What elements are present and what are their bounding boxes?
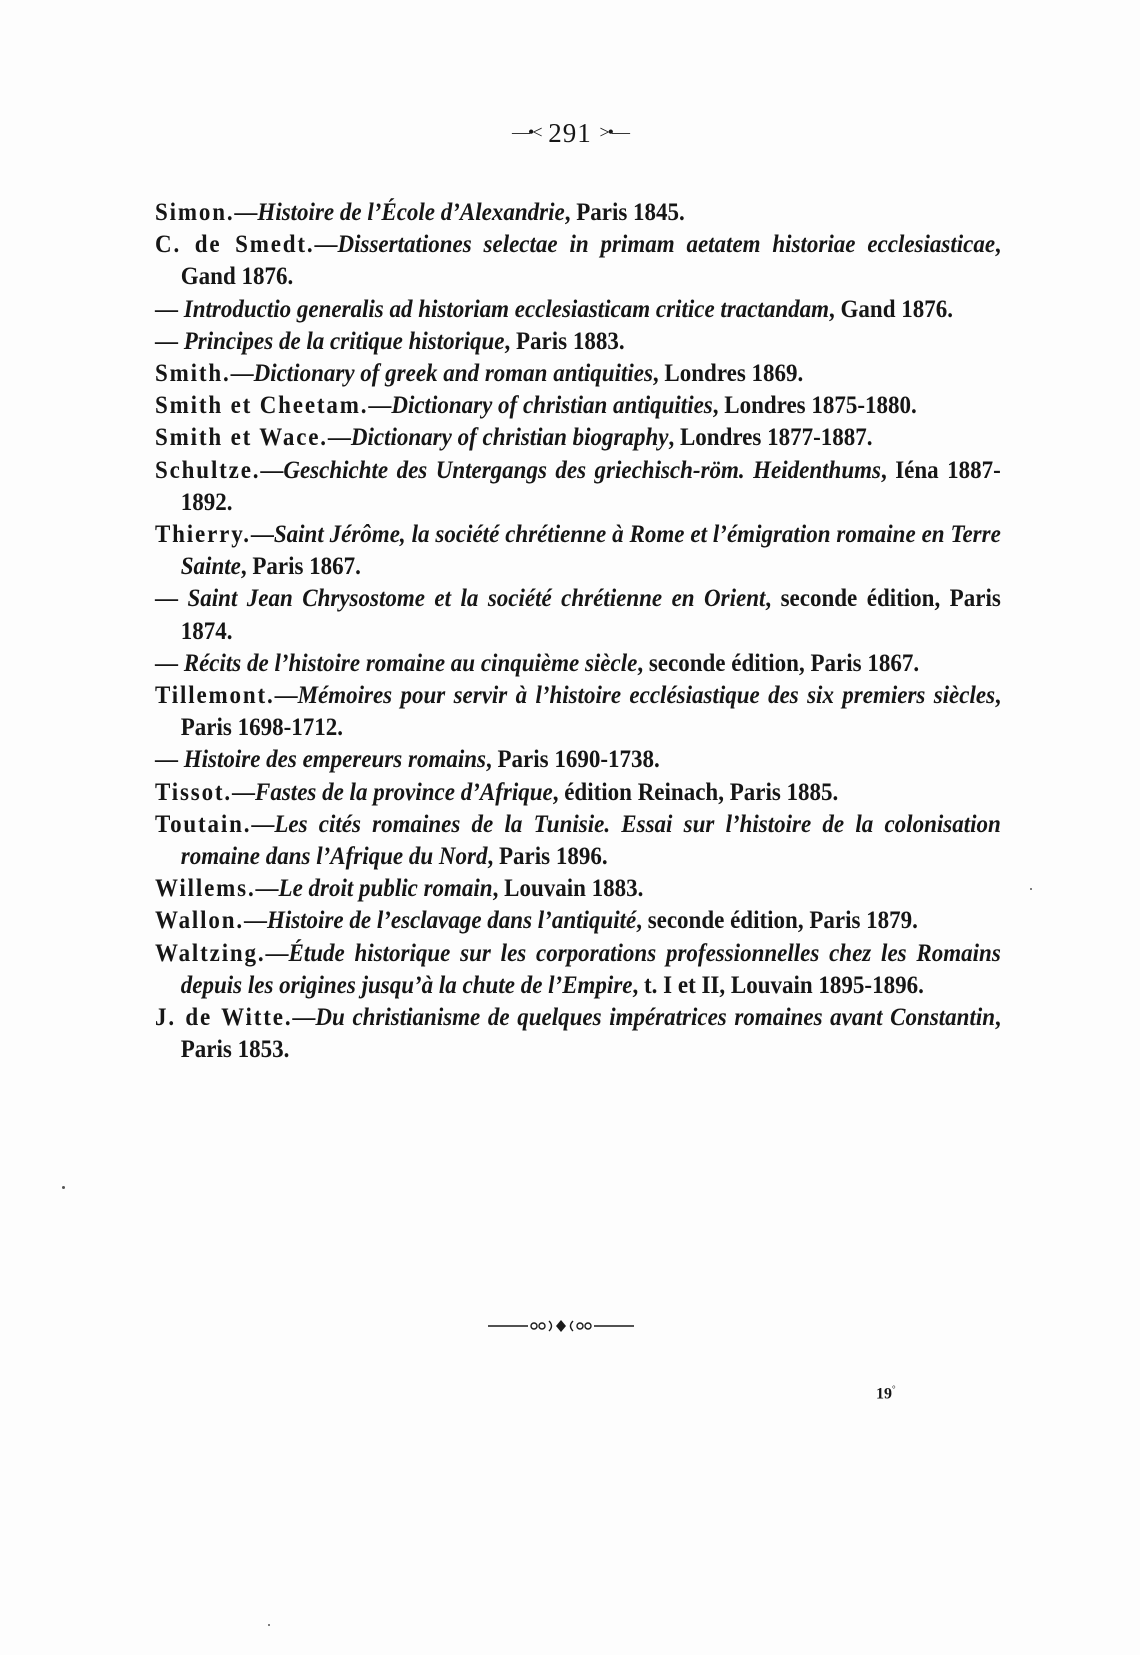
page-number: 291	[548, 118, 592, 148]
ornament-left: —•<	[512, 122, 541, 142]
bibliography-entry	[155, 744, 1001, 776]
entry-details: , édition Reinach, Paris 1885.	[552, 778, 839, 806]
entry-details: , Paris 1845.	[564, 199, 685, 226]
bibliography-entry: Willems.—Le droit public romain, Louvain 1883.	[155, 875, 644, 903]
entry-title: Mémoires pour servir à l’histoire ecclésiastique des six premiers siècles	[297, 682, 996, 710]
entry-details: , Gand 1876.	[180, 231, 1001, 291]
entry-author: Smith.	[155, 360, 231, 388]
entry-author-repeat: —	[155, 649, 184, 677]
entry-author-repeat: —	[155, 585, 188, 613]
entry-title: Saint Jean Chrysostome et la société chrétienne en Orient	[187, 585, 766, 613]
entry-title: Saint Jérôme, la société chrétienne à Rome et l’émigration romaine en Terre Sainte	[180, 521, 1001, 581]
entry-author: Thierry.	[155, 521, 251, 549]
bibliography-entry	[155, 326, 1001, 358]
bibliography-entry	[155, 583, 1001, 647]
entry-details: , Londres 1877-1887.	[668, 424, 873, 452]
bibliography-entry: C. de Smedt.—Dissertationes selectae in primam aetatem historiae ecclesiasticae, Gand 1876.	[155, 231, 1001, 291]
bibliography-entry: Toutain.—Les cités romaines de la Tunisie. Essai sur l’histoire de la colonisation romaine dans l’Afrique du Nord, Paris 1896.	[155, 810, 1001, 871]
page-number-header	[0, 118, 1140, 149]
entry-details: , Iéna 1887-1892.	[180, 456, 1001, 516]
entry-author: Tillemont.	[155, 682, 275, 710]
entry-author: Smith et Cheetam.	[155, 392, 369, 420]
entry-details: , Paris 1690-1738.	[485, 746, 660, 774]
entry-details: , t. I et II, Louvain 1895-1896.	[632, 971, 924, 999]
bibliography-entry: Simon.—Histoire de l’École d’Alexandrie, Paris 1845.	[155, 199, 685, 226]
entry-details: , Londres 1875-1880.	[712, 392, 917, 420]
entry-title: Geschichte des Untergangs des griechisch-röm. Heidenthums	[283, 456, 881, 484]
entry-title: Introductio generalis ad historiam ecclesiasticam critice tractandam	[183, 295, 830, 323]
entry-details: , Paris 1853.	[180, 1004, 1001, 1064]
entry-title: Dictionary of greek and roman antiquities	[253, 360, 653, 388]
bibliography-entry	[155, 648, 1001, 680]
entry-author: Waltzing.	[155, 939, 266, 967]
entry-title: Histoire des empereurs romains	[183, 746, 486, 774]
entry-title: Principes de la critique historique	[183, 327, 505, 355]
entry-details: , Londres 1869.	[652, 360, 804, 388]
entry-title: Dictionary of christian biography	[350, 424, 669, 452]
entry-author: Simon.	[155, 199, 235, 226]
entry-author: Willems.	[155, 875, 256, 903]
entry-title: Fastes de la province d’Afrique	[255, 778, 553, 806]
bibliography-entry: Smith et Cheetam.—Dictionary of christian antiquities, Londres 1875-1880.	[155, 392, 917, 420]
entry-title: Dissertationes selectae in primam aetatem historiae ecclesiasticae	[337, 231, 996, 259]
bibliography-entry: Tissot.—Fastes de la province d’Afrique, édition Reinach, Paris 1885.	[155, 778, 839, 806]
entry-author: C. de Smedt.	[155, 231, 315, 259]
entry-author-repeat: —	[155, 746, 184, 774]
bibliography-entry: Thierry.—Saint Jérôme, la société chrétienne à Rome et l’émigration romaine en Terre Sainte, Paris 1867.	[155, 521, 1001, 581]
entry-title: Étude historique sur les corporations professionnelles chez les Romains depuis les origines jusqu’à la chute de l’Empire	[180, 939, 1001, 999]
scan-speck	[1030, 888, 1032, 890]
bibliography-entry	[155, 294, 1001, 326]
entry-author: Toutain.	[155, 810, 252, 838]
bibliography-entry: Smith et Wace.—Dictionary of christian biography, Londres 1877-1887.	[155, 424, 873, 452]
entry-author: Tissot.	[155, 778, 233, 806]
bibliography-entry: Waltzing.—Étude historique sur les corporations professionnelles chez les Romains depuis les origines jusqu’à la chute de l’Empire, t. I et II, Louvain 1895-1896.	[155, 939, 1001, 999]
entry-details: , seconde édition, Paris 1874.	[180, 585, 1001, 645]
entry-author: Smith et Wace.	[155, 424, 328, 452]
bibliography-entry: Tillemont.—Mémoires pour servir à l’histoire ecclésiastique des six premiers siècles, Paris 1698-1712.	[155, 682, 1001, 742]
entry-title: Récits de l’histoire romaine au cinquième siècle	[183, 649, 638, 677]
entry-details: , Paris 1867.	[240, 553, 361, 581]
end-ornament-icon	[488, 1318, 634, 1334]
entry-details: , Louvain 1883.	[492, 875, 644, 903]
scan-speck	[62, 1186, 65, 1189]
entry-details: , Paris 1883.	[504, 327, 625, 355]
printer-signature: 19°	[876, 1384, 896, 1403]
entry-title: Histoire de l’École d’Alexandrie	[257, 199, 565, 226]
ornament-right: >•—	[599, 122, 628, 142]
entry-author: Schultze.	[155, 456, 261, 484]
entry-details: , seconde édition, Paris 1879.	[636, 907, 918, 935]
entry-author-repeat: —	[155, 295, 184, 323]
entry-title: Dictionary of christian antiquities	[391, 392, 713, 420]
entry-details: , Gand 1876.	[829, 295, 954, 323]
bibliography-entry: Smith.—Dictionary of greek and roman antiquities, Londres 1869.	[155, 360, 804, 388]
entry-author: J. de Witte.	[155, 1004, 293, 1032]
entry-details: , Paris 1896.	[487, 843, 608, 871]
entry-details: , seconde édition, Paris 1867.	[637, 649, 920, 677]
entry-title: Histoire de l’esclavage dans l’antiquité	[266, 907, 637, 935]
entry-details: , Paris 1698-1712.	[180, 682, 1001, 742]
entry-title: Du christianisme de quelques impératrices romaines avant Constantin	[315, 1004, 996, 1032]
bibliography-list	[155, 197, 1001, 1066]
entry-title: Les cités romaines de la Tunisie. Essai sur l’histoire de la colonisation romaine dans l’Afrique du Nord	[180, 810, 1001, 871]
scan-speck	[268, 1624, 270, 1626]
entry-title: Le droit public romain	[278, 875, 493, 903]
bibliography-entry: Schultze.—Geschichte des Untergangs des griechisch-röm. Heidenthums, Iéna 1887-1892.	[155, 456, 1001, 516]
entry-author: Wallon.	[155, 907, 244, 935]
entry-author-repeat: —	[155, 327, 184, 355]
bibliography-entry: J. de Witte.—Du christianisme de quelques impératrices romaines avant Constantin, Paris 1853.	[155, 1004, 1001, 1064]
bibliography-entry: Wallon.—Histoire de l’esclavage dans l’antiquité, seconde édition, Paris 1879.	[155, 907, 918, 935]
